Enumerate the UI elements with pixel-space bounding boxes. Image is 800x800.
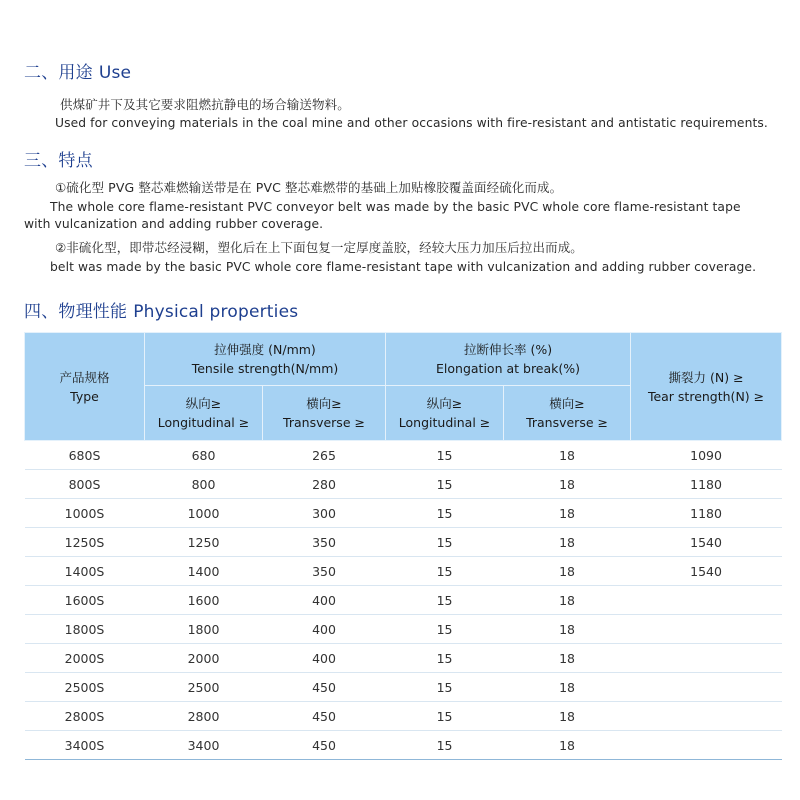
- cell-type: 2000S: [25, 644, 145, 673]
- cell-tensile-transverse: 400: [263, 644, 386, 673]
- heading-en: Use: [98, 63, 132, 83]
- table-row: [25, 586, 782, 615]
- table-row: [25, 673, 782, 702]
- cell-tear-strength: 1180: [631, 470, 782, 499]
- table-row: [25, 470, 782, 499]
- cell-tensile-transverse: 450: [263, 673, 386, 702]
- header-elongation-longitudinal: 纵向≥ Longitudinal ≥: [386, 386, 504, 441]
- cell-elongation-longitudinal: 15: [386, 528, 504, 557]
- cell-tear-strength: [631, 615, 782, 644]
- cell-tensile-longitudinal: 800: [145, 470, 263, 499]
- table-body: [25, 441, 782, 760]
- cell-tear-strength: 1180: [631, 499, 782, 528]
- cell-elongation-longitudinal: 15: [386, 673, 504, 702]
- cell-elongation-transverse: 18: [504, 557, 631, 586]
- cell-type: 1250S: [25, 528, 145, 557]
- cell-elongation-transverse: 18: [504, 586, 631, 615]
- cell-elongation-longitudinal: 15: [386, 731, 504, 760]
- cell-elongation-transverse: 18: [504, 470, 631, 499]
- table-row: [25, 731, 782, 760]
- cell-elongation-transverse: 18: [504, 615, 631, 644]
- cell-tear-strength: [631, 586, 782, 615]
- heading-cn: 二、用途: [24, 63, 93, 83]
- cell-tensile-longitudinal: 1800: [145, 615, 263, 644]
- cell-elongation-transverse: 18: [504, 673, 631, 702]
- cell-tear-strength: [631, 702, 782, 731]
- table-row: [25, 615, 782, 644]
- cell-elongation-longitudinal: 15: [386, 470, 504, 499]
- cell-elongation-longitudinal: 15: [386, 615, 504, 644]
- cell-elongation-transverse: 18: [504, 644, 631, 673]
- cell-tensile-longitudinal: 2500: [145, 673, 263, 702]
- cell-tensile-transverse: 450: [263, 702, 386, 731]
- feature-item2-en: belt was made by the basic PVC whole core flame-resistant tape with vulcanization and adding rubber coverage.: [50, 260, 757, 274]
- cell-type: 1800S: [25, 615, 145, 644]
- cell-tensile-longitudinal: 2000: [145, 644, 263, 673]
- cell-elongation-transverse: 18: [504, 499, 631, 528]
- cell-tensile-longitudinal: 1250: [145, 528, 263, 557]
- table-row: [25, 499, 782, 528]
- table-row: [25, 702, 782, 731]
- table-row: [25, 644, 782, 673]
- cell-tear-strength: [631, 644, 782, 673]
- section-heading-features: [24, 146, 93, 171]
- feature-item1-cn: ①硫化型 PVG 整芯难燃输送带是在 PVC 整芯难燃带的基础上加贴橡胶覆盖面经硫化而成。: [55, 180, 563, 195]
- cell-type: 2800S: [25, 702, 145, 731]
- cell-elongation-longitudinal: 15: [386, 586, 504, 615]
- header-tear-strength: 撕裂力 (N) ≥ Tear strength(N) ≥: [631, 333, 782, 441]
- section-heading-properties: [24, 297, 298, 322]
- header-tensile-strength: 拉伸强度 (N/mm) Tensile strength(N/mm): [145, 333, 386, 386]
- cell-tensile-longitudinal: 1400: [145, 557, 263, 586]
- cell-tear-strength: 1090: [631, 441, 782, 470]
- cell-tensile-transverse: 450: [263, 731, 386, 760]
- header-type: 产品规格 Type: [25, 333, 145, 441]
- cell-type: 3400S: [25, 731, 145, 760]
- header-elongation-transverse: 横向≥ Transverse ≥: [504, 386, 631, 441]
- cell-type: 680S: [25, 441, 145, 470]
- feature-item2-cn: ②非硫化型，即带芯经浸糊，塑化后在上下面包复一定厚度盖胶，经较大压力加压后拉出而成。: [55, 240, 583, 255]
- cell-tear-strength: [631, 731, 782, 760]
- header-tensile-longitudinal: 纵向≥ Longitudinal ≥: [145, 386, 263, 441]
- cell-type: 2500S: [25, 673, 145, 702]
- heading-cn: 四、物理性能: [24, 302, 128, 322]
- heading-cn: 三、特点: [24, 151, 93, 171]
- cell-type: 1000S: [25, 499, 145, 528]
- cell-elongation-longitudinal: 15: [386, 702, 504, 731]
- table-row: [25, 528, 782, 557]
- cell-tensile-transverse: 350: [263, 557, 386, 586]
- cell-tear-strength: 1540: [631, 528, 782, 557]
- cell-tensile-transverse: 300: [263, 499, 386, 528]
- cell-tensile-transverse: 400: [263, 586, 386, 615]
- cell-elongation-transverse: 18: [504, 441, 631, 470]
- cell-elongation-transverse: 18: [504, 731, 631, 760]
- cell-elongation-longitudinal: 15: [386, 557, 504, 586]
- cell-elongation-longitudinal: 15: [386, 644, 504, 673]
- cell-tensile-transverse: 265: [263, 441, 386, 470]
- cell-type: 1400S: [25, 557, 145, 586]
- cell-tear-strength: [631, 673, 782, 702]
- cell-type: 1600S: [25, 586, 145, 615]
- cell-type: 800S: [25, 470, 145, 499]
- header-elongation: 拉断伸长率 (%) Elongation at break(%): [386, 333, 631, 386]
- cell-elongation-transverse: 18: [504, 702, 631, 731]
- use-text-en: Used for conveying materials in the coal mine and other occasions with fire-resistant and antistatic requirements.: [55, 116, 768, 130]
- cell-elongation-longitudinal: 15: [386, 441, 504, 470]
- heading-en: Physical properties: [133, 302, 299, 322]
- cell-elongation-longitudinal: 15: [386, 499, 504, 528]
- feature-item1-en-line2: with vulcanization and adding rubber coverage.: [24, 217, 324, 231]
- feature-item1-en-line1: The whole core flame-resistant PVC conveyor belt was made by the basic PVC whole core flame-resistant tape: [50, 200, 741, 214]
- cell-tensile-longitudinal: 1600: [145, 586, 263, 615]
- cell-elongation-transverse: 18: [504, 528, 631, 557]
- cell-tensile-longitudinal: 680: [145, 441, 263, 470]
- cell-tensile-transverse: 400: [263, 615, 386, 644]
- physical-properties-table: [24, 332, 781, 760]
- cell-tensile-transverse: 350: [263, 528, 386, 557]
- cell-tensile-longitudinal: 1000: [145, 499, 263, 528]
- table-row: [25, 441, 782, 470]
- cell-tear-strength: 1540: [631, 557, 782, 586]
- cell-tensile-longitudinal: 3400: [145, 731, 263, 760]
- cell-tensile-longitudinal: 2800: [145, 702, 263, 731]
- section-heading-use: [24, 58, 131, 83]
- cell-tensile-transverse: 280: [263, 470, 386, 499]
- header-tensile-transverse: 横向≥ Transverse ≥: [263, 386, 386, 441]
- use-text-cn: 供煤矿井下及其它要求阻燃抗静电的场合输送物料。: [60, 97, 350, 112]
- table-row: [25, 557, 782, 586]
